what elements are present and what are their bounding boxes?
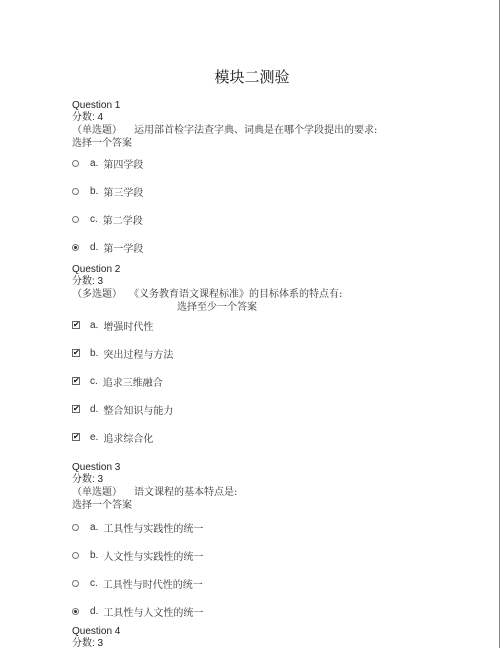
q2-option-b[interactable] [72,346,173,360]
option-letter: d. [90,605,99,617]
option-letter: d. [90,403,99,415]
question-label: Question 2 [72,264,121,275]
question-type: （多选题） [72,289,122,300]
q2-option-a[interactable] [72,318,153,332]
option-text: 追求综合化 [103,433,154,445]
option-text: 第四学段 [103,159,144,171]
checkbox-checked[interactable]: ✔ [73,348,80,357]
q1-option-a[interactable] [72,156,143,170]
question-4-header [72,626,492,650]
option-letter: c. [90,213,98,225]
option-letter: b. [90,185,99,197]
question-score: 分数: 3 [72,638,104,649]
question-text [72,486,492,499]
q1-option-c[interactable] [72,212,143,226]
q2-option-d[interactable] [72,402,173,416]
checkbox-checked[interactable]: ✔ [73,320,80,329]
question-prompt: 运用部首检字法查字典、词典是在哪个学段提出的要求: [134,125,378,136]
q2-option-e[interactable] [72,430,153,444]
option-letter: c. [90,375,98,387]
option-letter: c. [90,577,98,589]
question-prompt: 语文课程的基本特点是: [134,487,238,498]
radio-button[interactable] [72,552,79,559]
question-score: 分数: 3 [72,276,104,287]
option-letter: b. [90,347,99,359]
option-letter: a. [90,521,99,533]
radio-button-selected[interactable] [72,608,79,615]
option-letter: b. [90,549,99,561]
q1-option-b[interactable] [72,184,143,198]
option-text: 整合知识与能力 [103,405,174,417]
q1-option-d[interactable] [72,240,143,254]
question-type: （单选题） [72,487,122,498]
question-hint: 选择一个答案 [72,138,132,149]
page-title: 模块二测验 [214,68,290,86]
question-score: 分数: 3 [72,474,104,485]
radio-button[interactable] [72,524,79,531]
option-text: 工具性与实践性的统一 [103,523,204,535]
option-text: 突出过程与方法 [103,349,174,361]
option-letter: a. [90,157,99,169]
question-3-header [72,462,492,512]
question-type: （单选题） [72,125,122,136]
q2-option-c[interactable] [72,374,163,388]
radio-button[interactable] [72,188,79,195]
radio-button[interactable] [72,216,79,223]
radio-button-selected[interactable] [72,244,79,251]
question-text [72,124,492,137]
option-letter: e. [90,431,99,443]
checkbox-checked[interactable]: ✔ [73,404,80,413]
question-label: Question 3 [72,462,121,473]
option-text: 人文性与实践性的统一 [103,551,204,563]
option-text: 工具性与人文性的统一 [103,607,204,619]
page-edge-rule [499,0,500,648]
option-text: 追求三维融合 [102,377,163,389]
option-text: 工具性与时代性的统一 [102,579,203,591]
radio-button[interactable] [72,580,79,587]
checkbox-checked[interactable]: ✔ [73,432,80,441]
option-letter: d. [90,241,99,253]
question-score: 分数: 4 [72,112,104,123]
question-label: Question 4 [72,626,121,637]
option-text: 第三学段 [103,187,144,199]
question-hint: 选择至少一个答案 [177,302,257,313]
question-2-header [72,264,492,314]
question-hint: 选择一个答案 [72,500,132,511]
question-label: Question 1 [72,100,121,111]
option-text: 增强时代性 [103,321,154,333]
checkbox-checked[interactable]: ✔ [73,376,80,385]
question-1-header [72,100,492,150]
question-text [72,288,492,301]
q3-option-c[interactable] [72,576,203,590]
q3-option-b[interactable] [72,548,203,562]
q3-option-a[interactable] [72,520,203,534]
question-prompt: 《义务教育语文课程标准》的目标体系的特点有: [134,289,343,300]
q3-option-d[interactable] [72,604,203,618]
option-text: 第一学段 [103,243,144,255]
option-text: 第二学段 [102,215,143,227]
radio-button[interactable] [72,160,79,167]
option-letter: a. [90,319,99,331]
